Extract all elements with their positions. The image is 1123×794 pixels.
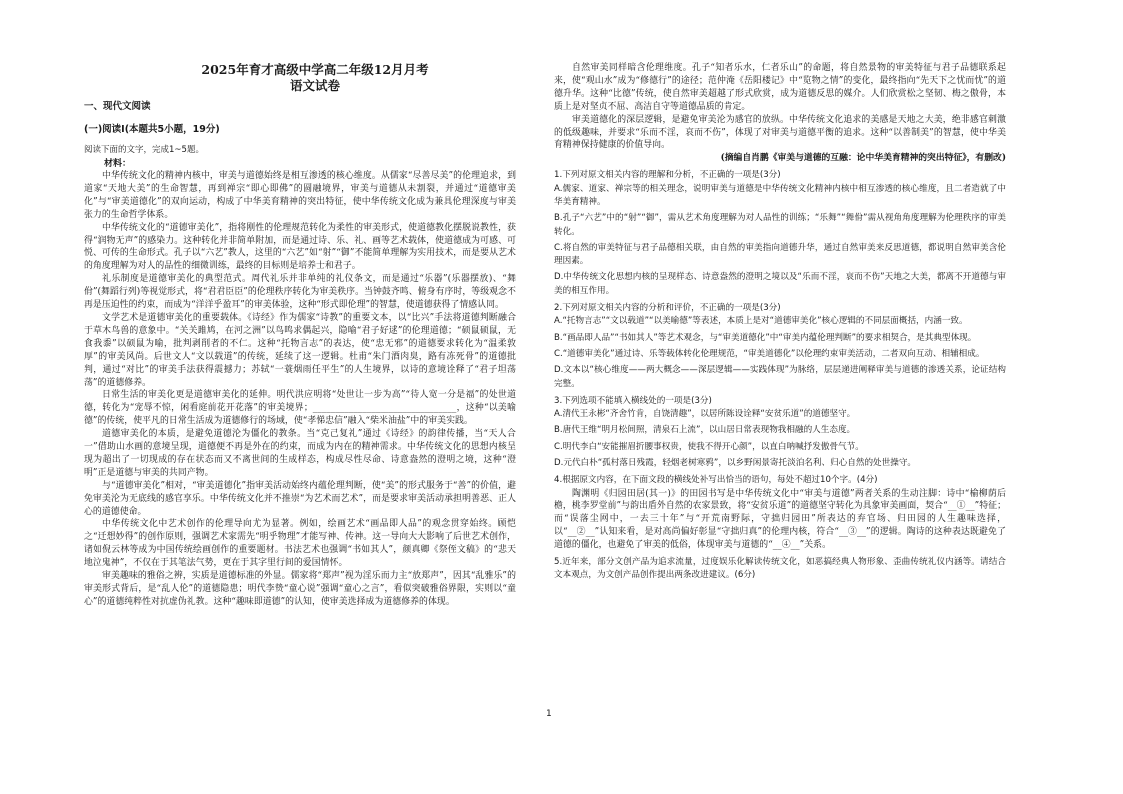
passage-paragraph: 与“道德审美化”相对，“审美道德化”指审美活动始终内蕴伦理判断，使“美”的形式服务于“善”的价值，避免审美沦为无底线的感官享乐。中华传统文化并不推崇“为艺术而艺术”，而是要求审美活动承担明善恶、正人心的道德使命。 [84,480,516,517]
passage-paragraph: 道德审美化的本质，是避免道德沦为僵化的教条。当“克己复礼”通过《诗经》的韵律传播，当“天人合一”借助山水画的意境呈现，道德便不再是外在的约束，而成为内在的精神需求。中华传统文化的思想内核呈现为超出了一切现成的存在状态而又不离世间的生成样态，构成尽性尽命、诗意盎然的澄明之境，这种“澄明”正是道德与审美的共同产物。 [84,429,516,478]
left-column [84,62,516,609]
question-option: B.唐代王维“明月松间照，清泉石上流”，以山居日常表现物我相融的人生态度。 [554,425,856,436]
question-option: A.“托物言志”“文以载道”“以美喻德”等表述，本质上是对“道德审美化”核心逻辑的不同层面概括，内涵一致。 [554,316,968,327]
material-label: 材料： [104,159,132,169]
exam-subtitle: 语文试卷 [289,78,340,93]
question-4-passage: 陶渊明《归园田居(其一)》的田园书写是中华传统文化中“审美与道德”两者关系的生动注脚：诗中“榆柳荫后檐，桃李罗堂前”与韵出盾外自然的农家景致，将“安贫乐道”的道德坚守转化为具象审美画面，契合“__①__”特征；而“误落尘网中，一去三十年”与“开荒南野际，守拙归园田”所表达的弃官场、归田园的人生趣味选择，以“__②__”认知来看，是对高尚偏好彰显“守拙归真”的伦理内核，符合“__③__”的逻辑。陶诗的这种表达既避免了道德的僵化，也避免了审美的低俗，体现审美与道德的“__④__”关系。 [554,488,1006,551]
question-option: D.元代白朴“孤村落日残霞，轻烟老树寒鸦”，以乡野闲景寄托淡泊名利、归心自然的处世操守。 [554,457,917,468]
passage-paragraph: 中华传统文化的“道德审美化”，指将刚性的伦理规范转化为柔性的审美形式，使道德教化摆脱说教性，获得“润物无声”的感染力。这种转化并非简单附加，而是通过诗、乐、礼、画等艺术载体，使道德成为可感、可悦、可传的生命形式。孔子以“六艺”教人，这里的“六艺”如“射”“御”不能简单理解为实用技术，而是要从艺术的角度理解为对人的品性的细微训练，最终的目标则是培养士和君子。 [84,222,516,272]
exam-title: 2025年育才高级中学高二年级12月月考 [201,62,429,77]
section-heading: 一、现代文阅读 [84,101,151,112]
passage-paragraph: 审美道德化的深层逻辑，是避免审美沦为感官的放纵。中华传统文化追求的美感是天地之大美，绝非感官刺激的低级趣味，并要求“乐而不淫，哀而不伤”，体现了对审美与道德平衡的追求。这种“以善制美”的智慧，使中华美育精神保持健康的价值导向。 [554,114,1006,151]
source-citation: (摘编自肖鹏《审美与道德的互融：论中华美育精神的突出特征》，有删改) [720,153,1006,164]
question-option: D.文本以“核心维度——两大概念——深层逻辑——实践体现”为脉络，层层递进阐释审美与道德的渗透关系，论证结构完整。 [554,365,1006,389]
passage-paragraph: 审美趣味的雅俗之辨，实质是道德标准的外显。儒家将“郑声”视为淫乐而力主“放郑声”，因其“乱雅乐”的审美形式背后，是“乱人伦”的道德隐患；明代李贽“童心说”强调“童心之言”，看似突破雅俗界限，实则以“童心”的道德纯粹性对抗虚伪礼教。这种“趣味即道德”的认知，使审美选择成为道德修养的体现。 [84,571,516,607]
question-stem: 2.下列对原文相关内容的分析和评价，不正确的一项是(3分) [554,303,781,314]
passage-paragraph: 中华传统文化的精神内核中，审美与道德始终是相互渗透的核心维度。从儒家“尽善尽美”的伦理追求，到道家“天地大美”的生命智慧，再到禅宗“即心即佛”的圆融境界，审美与道德从未割裂，并通过“道德审美化”与“审美道德化”的双向运动，构成了中华美育精神的突出特征，使中华传统文化成为兼具伦理深度与审美张力的生命哲学体系。 [84,171,516,220]
question-option: A.清代王永彬“齐舍竹肯，自饶清趣”，以居所陈设诠释“安贫乐道”的道德坚守。 [554,409,856,420]
question-option: C.“道德审美化”通过诗、乐等载体转化伦理规范，“审美道德化”以伦理约束审美活动，二者双向互动、相辅相成。 [554,348,985,359]
instruction: 阅读下面的文字，完成1~5题。 [84,145,204,155]
question-option: D.中华传统文化思想内核的呈现样态、诗意盎然的澄明之境以及“乐而不淫，哀而不伤”天地之大美，都离不开道德与审美的相互作用。 [554,272,1006,296]
page-number: 1 [546,709,552,719]
passage-paragraph: 礼乐制度是道德审美化的典型范式。周代礼乐并非单纯的礼仪条文，而是通过“乐器”(乐器摆放)、“舞佾”(舞蹈行列)等视觉形式，将“君君臣臣”的伦理秩序转化为审美秩序。当钟鼓齐鸣、俯身有序时，等级观念不再是压迫性的约束，而成为“洋洋乎盈耳”的审美体验，这种“形式即伦理”的智慧，使道德获得了情感认同。 [84,274,516,311]
question-option: B.“画品即人品”“书如其人”等艺术观念，与“审美道德化”中“审美内蕴伦理判断”的要求相契合，是其典型体现。 [554,332,977,343]
question-option: C.明代李白“安能摧眉折腰事权贵，使我不得开心颜”，以直白呐喊抒发傲骨气节。 [554,441,864,452]
question-option: B.孔子“六艺”中的“射”“御”，需从艺术角度理解为对人品性的训练；“乐舞”“舞佾”需从视角角度理解为伦理秩序的审美转化。 [554,213,1006,237]
question-stem: 3.下列选项不能填入横线处的一项是(3分) [554,395,712,406]
question-option: C.将自然的审美特征与君子品德相关联，由自然的审美指向道德升华，通过自然审美来反思道德，都说明自然审美含伦理因素。 [554,242,1006,267]
passage-paragraph: 日常生活的审美化更是道德审美化的延伸。明代洪应明将“处世让一步为高”“待人宽一分是福”的处世道德，转化为“宠辱不惊，闲看庭前花开花落”的审美境界；________________________________，这种“以美喻德”的传统，使平凡的日常生活成为道德修行的场域，使“孝悌忠信”融入“柴米油盐”中的审美实践。 [84,390,516,427]
question-stem: 5.近年来，部分文创产品为追求流量，过度娱乐化解读传统文化，如恶搞经典人物形象、歪曲传统礼仪内涵等。请结合文本观点，为文创产品创作提出两条改进建议。(6分) [554,557,1006,581]
sub-heading: (一)阅读I(本题共5小题，19分) [84,124,220,135]
right-column [554,62,1006,583]
question-stem: 4.根据原文内容，在下面文段的横线处补写出恰当的语句，每处不超过10个字。(4分) [554,475,878,486]
passage-paragraph: 中华传统文化中艺术创作的伦理导向尤为显著。例如，绘画艺术“画品即人品”的观念贯穿始终。顾恺之“迁想妙得”的创作原则，强调艺术家需先“明乎物理”才能写神、传神。这一导向大大影响了后世艺术创作，诸如倪云林等成为中国传统绘画创作的重要题材。书法艺术也强调“书如其人”，颜真卿《祭侄文稿》的“悲天地泣鬼神”，不仅在于其笔法气势，更在于其字里行间的爱国情怀。 [84,519,516,569]
question-option: A.儒家、道家、禅宗等的相关理念，说明审美与道德是中华传统文化精神内核中相互渗透的核心维度，且二者造就了中华美育精神。 [554,183,1006,207]
passage-paragraph: 文学艺术是道德审美化的重要载体。《诗经》作为儒家“诗教”的重要文本，以“比兴”手法将道德判断融合于草木鸟兽的意象中。“关关雎鸠，在河之洲”以鸟鸣求偶起兴，隐喻“君子好逑”的伦理道德；“硕鼠硕鼠，无食我黍”以硕鼠为喻，批判剥削者的不仁。这种“托物言志”的表达，使“忠无邪”的道德要求转化为“温柔敦厚”的审美风尚。后世文人“文以载道”的传统，延续了这一逻辑。杜甫“朱门酒肉臭，路有冻死骨”的道德批判，通过“对比”的审美手法获得震撼力；苏轼“一蓑烟雨任平生”的人生境界，以诗的意境诠释了“君子坦荡荡”的道德修养。 [84,312,516,388]
question-stem: 1.下列对原文相关内容的理解和分析，不正确的一项是(3分) [554,170,781,181]
passage-paragraph: 自然审美同样暗含伦理维度。孔子“知者乐水，仁者乐山”的命题，将自然景物的审美特征与君子品德联系起来，使“观山水”成为“修德行”的途径；范仲淹《岳阳楼记》中“览物之情”的变化，最终指向“先天下之忧而忧”的道德升华。这种“比德”传统，使自然审美超越了形式欣赏，成为道德反思的媒介。人们欣赏松之坚韧、梅之傲骨，本质上是对坚贞不屈、高洁自守等道德品质的肯定。 [554,63,1006,112]
